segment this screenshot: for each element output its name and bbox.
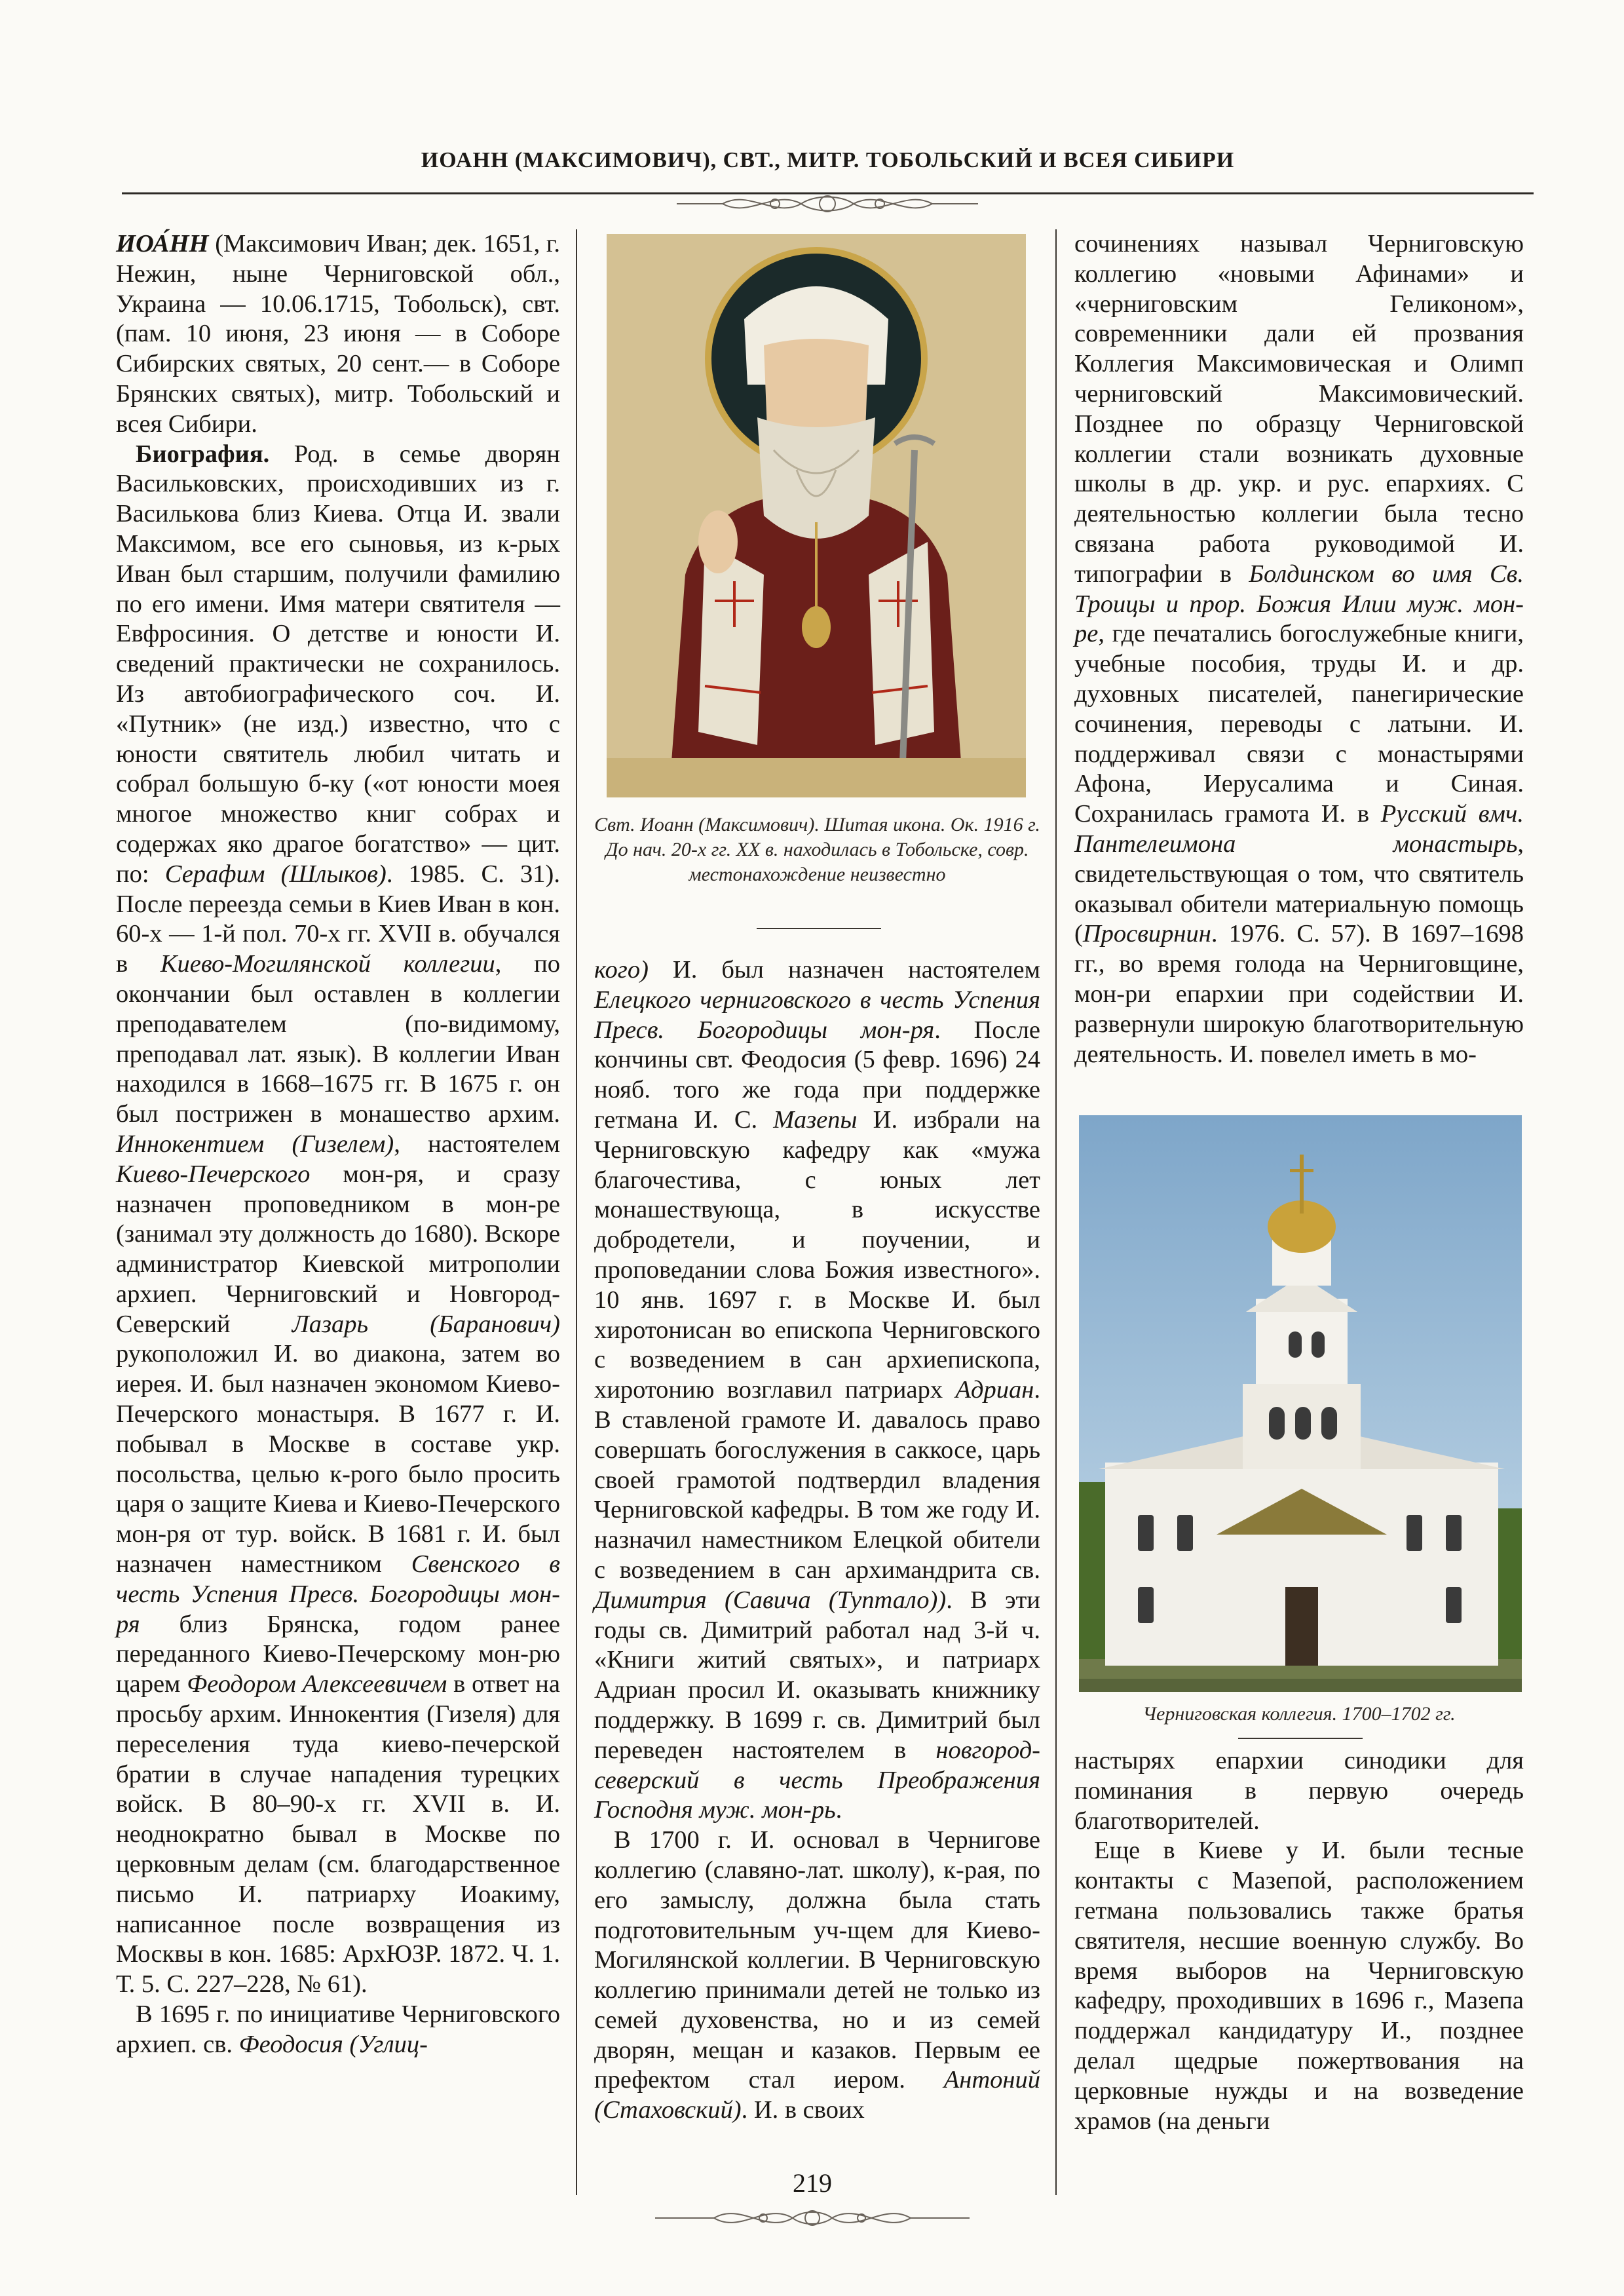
biography-label: Биография. <box>136 440 270 468</box>
header-ornament <box>122 185 1534 225</box>
cross-reference: новгород-северский в честь Преображения Господня муж. мон-рь <box>594 1736 1040 1824</box>
figure-1-caption: Свт. Иоанн (Максимович). Шитая икона. Ок. 1916 г. До нач. 20-х гг. XX в. находилась в Тобольске, совр. местонахождение неизвестно <box>594 814 1040 885</box>
column-2 <box>594 955 1040 2126</box>
cross-reference: кого) <box>594 956 649 984</box>
caption-rule <box>757 928 881 929</box>
cross-reference: Феодором Алексеевичем <box>187 1670 447 1698</box>
column-3-paragraph-3 <box>1074 1836 1524 2136</box>
text-run: , свидетельствующая о том, что святитель оказывал обители материальную помощь ( <box>1074 830 1524 948</box>
column-rule-left <box>576 229 577 2195</box>
column-1 <box>116 229 560 2060</box>
cross-reference: Димитрия (Савича (Туптало)) <box>594 1586 947 1614</box>
cross-reference: Серафим (Шлыков) <box>164 860 387 888</box>
cross-reference: Елецкого черниговского в честь Успения Пресв. Богородицы мон-ря <box>594 985 1040 1044</box>
caption-rule <box>1238 1738 1363 1739</box>
text-run: . 1976. С. 57). В 1697–1698 гг., во время голода на Черниговщине, мон-ри епархии при содействии И. развернули широкую благотворительную деятельность. И. повелел иметь в мо- <box>1074 920 1524 1068</box>
column-rule-right <box>1055 229 1057 2195</box>
headword: ИОА́НН <box>116 230 209 258</box>
text-run: настырях епархии синодики для поминания в первую очередь благотворителей. <box>1074 1747 1524 1835</box>
cross-reference: Лазарь (Баранович) <box>292 1310 560 1338</box>
text-run: сочинениях называл Черниговскую коллегию «новыми Афинами» и «черниговским Геликоном», современники дали ей прозвания Коллегия Максимовическая и Олимп черниговский Максимовический. Позднее по образцу Черниговской коллегии стали возникать духовные школы в др. укр. и рус. епархиях. С деятельностью коллегии была тесно связана работа руководимой И. типографии в <box>1074 230 1524 588</box>
text-run: И. избрали на Черниговскую кафедру как «мужа благочестива, с юных лет монашествующа, в искусстве добродетели, и поучении, и проповедании слова Божия известного». 10 янв. 1697 г. в Москве И. был хиротонисан во епископа Черниговского с возведением в сан архиепископа, хиротонию возглавил патриарх <box>594 1105 1041 1404</box>
cross-reference: Киево-Печерского <box>116 1160 311 1188</box>
cross-reference: Антоний (Стаховский) <box>594 2066 1040 2124</box>
text-run: . В эти годы св. Димитрий работал над 3-й ч. «Книги житий святых», и патриарх Адриан просил И. оказывать книжнику поддержку. В 1699 г. св. Димитрий был переведен настоятелем в <box>594 1586 1040 1764</box>
cross-reference: Киево-Могилянской коллегии <box>160 950 495 978</box>
text-run: , по окончании был оставлен в коллегии преподавателем (по-видимому, преподавал лат. язык). В коллегии Иван находился в 1668–1675 гг. В 1675 г. он был пострижен в монашество архим. <box>116 950 560 1128</box>
text-run: близ Брянска, годом ранее переданного Киево-Печерскому мон-рю царем <box>116 1610 560 1698</box>
cross-reference: Мазепы <box>773 1105 858 1134</box>
text-run: В 1700 г. И. основал в Чернигове коллегию (славяно-лат. школу), к-рая, по его замыслу, должна была стать подготовительным уч-щем для Киево-Могилянской коллегии. В Черниговскую коллегию принимали детей не только из семей духовенства, но и из семей дворян, мещан и казаков. Первым ее префектом стал иером. <box>594 1826 1040 2094</box>
column-3-continued <box>1074 1746 1524 2136</box>
text-run: в ответ на просьбу архим. Иннокентия (Гизеля) для переселения туда киево-печерской братии в случае нападения турецких войск. В 80–90-х гг. XVII в. И. неоднократно бывал в Москве по церковным делам (см. благодарственное письмо И. патриарху Иоакиму, написанное после возвращения из Москвы в кон. 1685: АрхЮЗР. 1872. Ч. 1. Т. 5. С. 227–228, № 61). <box>116 1670 560 1999</box>
text-run: И. был назначен настоятелем <box>648 956 1040 984</box>
text-run: рукоположил И. во диакона, затем во иерея. И. был назначен экономом Киево-Печерского монастыря. В 1677 г. И. побывал в Москве в составе укр. посольства, целью к-рого было просить царя о защите Киева и Киево-Печерского мон-ря от тур. войск. В 1681 г. И. был назначен наместником <box>116 1340 560 1578</box>
text-run: Еще в Киеве у И. были тесные контакты с Мазепой, расположением гетмана пользовались также братья святителя, несшие военную службу. Во время выборов на Черниговскую кафедру, проходивших в 1696 г., Мазепа поддержал кандидатуру И., позднее делал щедрые пожертвования на церковные нужды и на возведение храмов (на деньги <box>1074 1837 1524 2135</box>
text-run: . <box>835 1796 842 1824</box>
text-run: . После кончины свт. Феодосия (5 февр. 1696) 24 нояб. того же года при поддержке гетмана И. С. <box>594 1016 1040 1134</box>
figure-2-caption: Черниговская коллегия. 1700–1702 гг. <box>1142 1703 1456 1725</box>
column-3-paragraph-1 <box>1074 229 1524 1069</box>
entry-intro <box>116 229 560 440</box>
footer-ornament <box>642 2195 983 2241</box>
text-run: , где печатались богослужебные книги, учебные пособия, труды И. и др. духовных писателей, панегирические сочинения, переводы с латыни. И. поддерживал связи с монастырями Афона, Иерусалима и Синая. Сохранилась грамота И. в <box>1074 620 1524 828</box>
biography-paragraph-1 <box>116 440 560 2000</box>
biography-paragraph-2 <box>116 2000 560 2060</box>
text-run: . И. в своих <box>741 2096 865 2124</box>
page-number: 219 <box>793 2168 832 2198</box>
text-run: , настоятелем <box>394 1130 560 1158</box>
text-run: Род. в семье дворян Васильковских, происходивших из г. Василькова близ Киева. Отца И. звали Максимом, все его сыновья, из к-рых Иван был старшим, получили фамилию по его имени. Имя матери святителя — Евфросиния. О детстве и юности И. сведений практически не сохранилось. Из автобиографического соч. И. «Путник» (не изд.) известно, что с юности святитель любил читать и собрал большую б-ку («от юности моея многое множество книг собрах и содержах яко драгое богатство» — цит. по: <box>116 440 560 888</box>
cross-reference: Русский вмч. Пантелеимона монастырь <box>1074 800 1524 858</box>
text-run: . В ставленой грамоте И. давалось право совершать богослужения в саккосе, царь своей грамотой подтвердил владения Черниговской кафедры. В том же году И. назначил наместником Елецкой обители с возведением в сан архимандрита св. <box>594 1376 1040 1584</box>
cross-reference: Адриан <box>955 1376 1034 1404</box>
cross-reference: Просвирнин <box>1082 920 1211 948</box>
cross-reference: Свенского в честь Успения Пресв. Богородицы мон-ря <box>116 1550 560 1638</box>
cross-reference: Болдинском во имя Св. Троицы и прор. Божия Илии муж. мон-ре <box>1074 560 1524 648</box>
text-run: . 1985. С. 31). После переезда семьи в Киев Иван в кон. 60-х — 1-й пол. 70-х гг. XVII в. обучался в <box>116 860 560 978</box>
text-run: В 1695 г. по инициативе Черниговского архиеп. св. <box>116 2000 560 2058</box>
cross-reference: Феодосия (Углиц- <box>238 2030 428 2058</box>
column-3-paragraph-2 <box>1074 1746 1524 1836</box>
intro-text: (Максимович Иван; дек. 1651, г. Нежин, ныне Черниговской обл., Украина — 10.06.1715, Тобольск), свт. (пам. 10 июня, 23 июня — в Соборе Сибирских святых, 20 сент.— в Соборе Брянских святых), митр. Тобольский и всея Сибири. <box>116 230 560 438</box>
cross-reference: Иннокентием (Гизелем) <box>116 1130 394 1158</box>
column-2-paragraph-1 <box>594 955 1040 1826</box>
column-2-paragraph-2 <box>594 1826 1040 2126</box>
running-head: ИОАНН (МАКСИМОВИЧ), СВТ., МИТР. ТОБОЛЬСКИЙ И ВСЕЯ СИБИРИ <box>421 148 1235 172</box>
collegium-photo <box>1079 1115 1522 1692</box>
text-run: мон-ря, и сразу назначен проповедником в мон-ре (занимал эту должность до 1680). Вскоре администратор Киевской митрополии архиеп. Черниговский и Новгород-Северский <box>116 1160 560 1338</box>
column-3 <box>1074 229 1524 1069</box>
icon-image <box>607 234 1026 797</box>
